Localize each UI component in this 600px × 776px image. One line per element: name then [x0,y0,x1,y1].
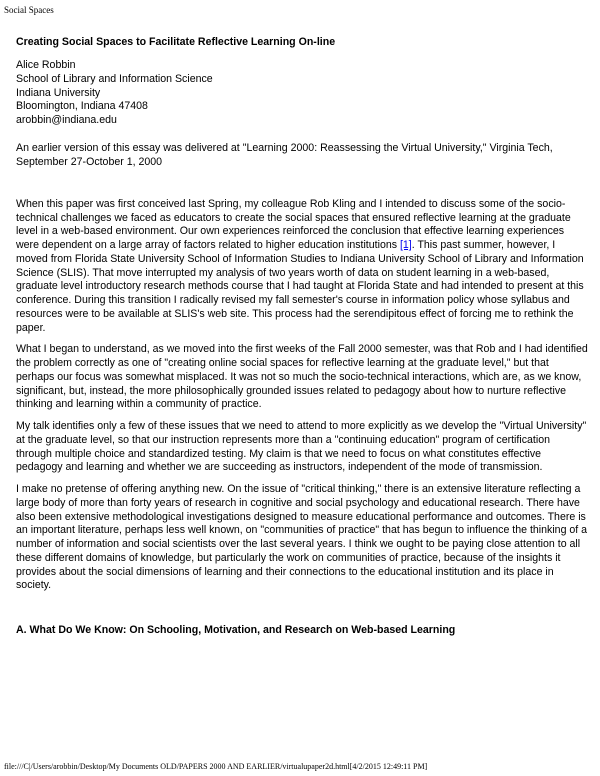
author-school: School of Library and Information Science [16,72,213,85]
author-university: Indiana University [16,86,101,99]
paragraph-2: What I began to understand, as we moved into the first weeks of the Fall 2000 semester, was that Rob and I had identified the problem correctly as one of "creating online social spaces for reflective learning at the graduate level," but that perhaps our focus was somewhat misplaced. It was not so much the socio-technical interactions, which are, as we know, significant, but, instead, the more philosophically grounded issues related to pedagogy about how to nurture reflective thinking and learning within a community of practice. [16,343,588,411]
article-title: Creating Social Spaces to Facilitate Reflective Learning On-line [16,36,336,48]
author-name: Alice Robbin [16,59,76,71]
paragraph-1 [16,198,588,336]
section-heading-a: A. What Do We Know: On Schooling, Motivation, and Research on Web-based Learning [16,624,456,637]
footnote-1-link[interactable]: [1] [399,239,412,252]
browser-page-title: Social Spaces [4,5,54,15]
paragraph-1-text-a: When this paper was first conceived last Spring, my colleague Rob Kling and I intended to discuss some of the socio-technical challenges we faced as educators to create the social spaces that ensured reflective learning at the graduate level in a web-based environment. Our own experiences reinforced the conclusion that effective learning experiences were dependent on a large array of factors related to higher education institutions [16,197,571,252]
article-body [16,198,588,593]
article [16,35,588,637]
paragraph-4: I make no pretense of offering anything new. On the issue of "critical thinking," there is an extensive literature reflecting a large body of more than forty years of research in cognitive and social psychology and educational research. There have also been extensive methodological investigations designed to measure educational performance and outcomes. There is an important literature, perhaps less well known, on "communities of practice" that has begun to influence the thinking of a number of information and social scientists over the last several years. I think we ought to be paying close attention to all these different domains of knowledge, but particularly the work on communities of practice, because of the insights it provides about the social dimensions of learning and their connections to the educational institution and its place in society. [16,483,588,592]
paragraph-3: My talk identifies only a few of these issues that we need to attend to more explicitly as we develop the "Virtual University" at the graduate level, so that our instruction represents more than a "continuing education" program of certification through multiple choice and standardized testing. My claim is that we need to focus on what constitutes effective pedagogy and learning and whether we are succeeding as instructors, independent of the mode of transmission. [16,420,587,474]
prior-version-note: An earlier version of this essay was delivered at "Learning 2000: Reassessing the Virtual University," Virginia Tech, September 27-October 1, 2000 [16,141,553,168]
browser-footer-url: file:///C|/Users/arobbin/Desktop/My Documents OLD/PAPERS 2000 AND EARLIER/virtualupaper2d.html[4/2/2015 12:49:11 PM] [4,762,428,771]
paragraph-1-text-b: . This past summer, however, I moved from Florida State University School of Information Studies to Indiana University School of Library and Information Science (SLIS). That move interrupted my analysis of two years worth of data on student learning in a web-based, graduate level introductory research methods course that I had taught at Florida State and had intended to present at this conference. During this transition I radically revised my fall semester's course in information policy whose syllabus and resources were to be available at SLIS's web site. This process had the serendipitous effect of forcing me to rethink the paper. [16,239,584,334]
author-city: Bloomington, Indiana 47408 [16,100,148,113]
author-email: arobbin@indiana.edu [16,114,117,127]
author-block [16,59,588,128]
